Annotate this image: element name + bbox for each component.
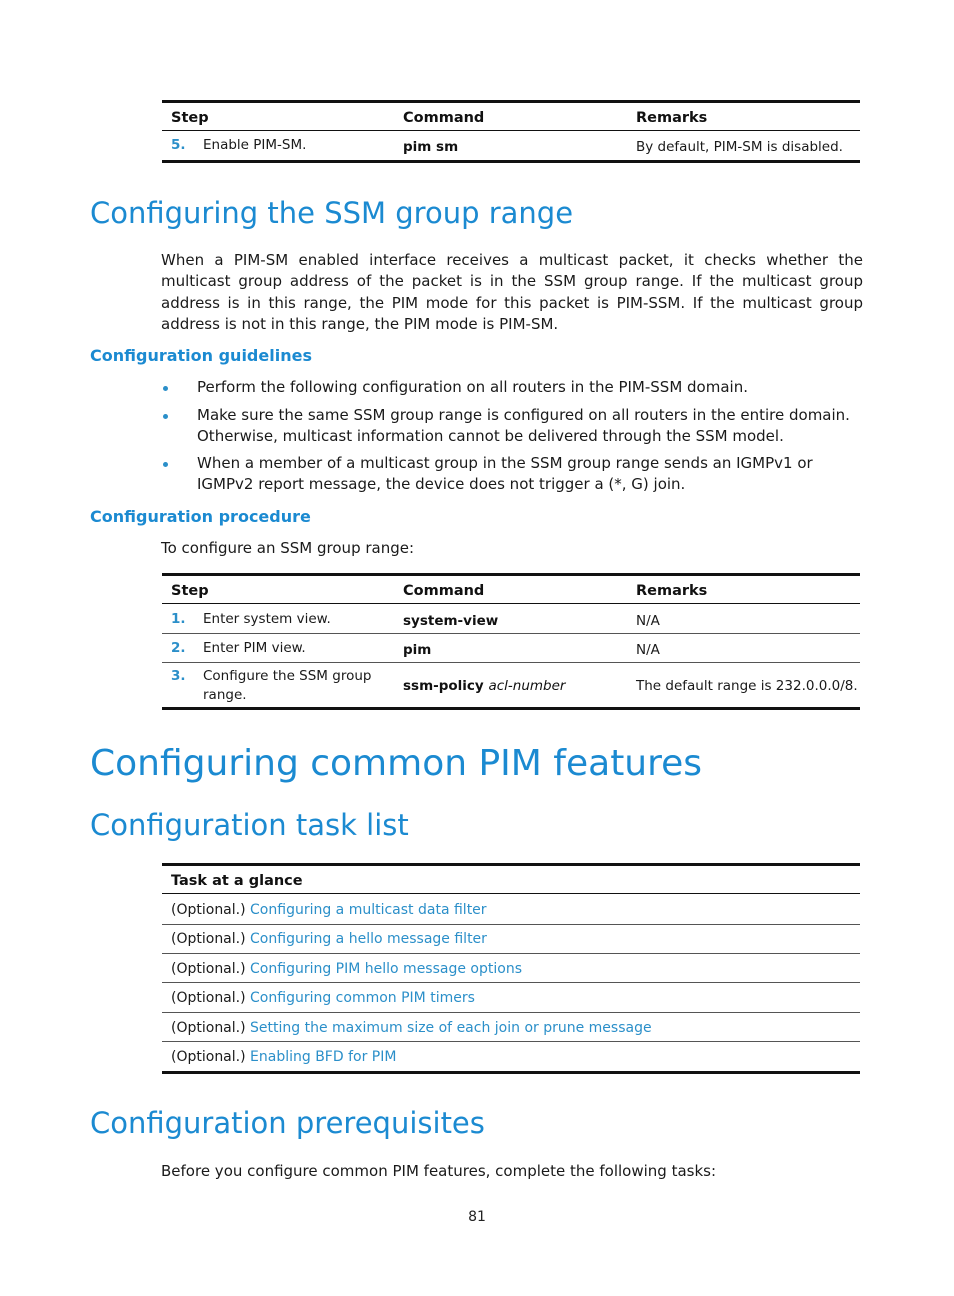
row-divider (162, 662, 860, 663)
table-bottom-rule (162, 1071, 860, 1074)
optional-label: (Optional.) (171, 961, 246, 977)
step-description: Enable PIM-SM. (203, 137, 307, 153)
subsection-title-guidelines: Configuration guidelines (90, 346, 312, 365)
bullet-icon (163, 414, 168, 419)
table-header-command: Command (403, 110, 485, 126)
task-link-bfd-for-pim[interactable]: Enabling BFD for PIM (250, 1049, 397, 1065)
table-header-task: Task at a glance (171, 873, 303, 889)
command-text: pim sm (403, 139, 459, 155)
prerequisites-intro: Before you configure common PIM features, complete the following tasks: (161, 1162, 717, 1180)
bullet-icon (163, 386, 168, 391)
table-bottom-rule (162, 160, 860, 163)
remarks-text: N/A (636, 642, 660, 658)
table-header-step: Step (171, 110, 209, 126)
ssm-intro-paragraph: When a PIM-SM enabled interface receives a multicast packet, it checks whether the multicast group address of the packet is in the SSM group range. If the multicast group address is in this range, the PIM mode for this packet is PIM-SSM. If the multicast group address is not in this range, the PIM mode is PIM-SM. (161, 251, 863, 333)
optional-label: (Optional.) (171, 931, 246, 947)
command-text (403, 678, 565, 694)
remarks-text: By default, PIM-SM is disabled. (636, 139, 843, 155)
remarks-text: The default range is 232.0.0.0/8. (636, 678, 858, 694)
bullet-icon (163, 462, 168, 467)
row-divider (162, 633, 860, 634)
task-link-multicast-data-filter[interactable]: Configuring a multicast data filter (250, 902, 487, 918)
table-row (171, 1020, 652, 1036)
table-top-rule (162, 100, 860, 103)
task-link-hello-message-options[interactable]: Configuring PIM hello message options (250, 961, 522, 977)
step-number: 2. (171, 640, 186, 656)
optional-label: (Optional.) (171, 1049, 246, 1065)
table-row (171, 1049, 396, 1065)
step-description-line-2: range. (203, 687, 247, 703)
step-description: Enter system view. (203, 611, 331, 627)
list-item-text: Perform the following configuration on all routers in the PIM-SSM domain. (197, 378, 748, 396)
table-header-remarks: Remarks (636, 110, 708, 126)
table-header-step: Step (171, 583, 209, 599)
row-divider (162, 982, 860, 983)
table-header-rule (162, 130, 860, 131)
list-item-text: When a member of a multicast group in the SSM group range sends an IGMPv1 or IGMPv2 report message, the device does not trigger a (*, G) join. (197, 454, 813, 494)
table-top-rule (162, 573, 860, 576)
table-row (171, 931, 487, 947)
task-link-common-pim-timers[interactable]: Configuring common PIM timers (250, 990, 475, 1006)
table-row (171, 990, 475, 1006)
procedure-intro: To configure an SSM group range: (161, 539, 415, 557)
step-number: 5. (171, 137, 186, 153)
table-header-rule (162, 893, 860, 894)
optional-label: (Optional.) (171, 990, 246, 1006)
row-divider (162, 924, 860, 925)
table-bottom-rule (162, 707, 860, 710)
step-description: Enter PIM view. (203, 640, 306, 656)
table-row (171, 902, 487, 918)
remarks-text: N/A (636, 613, 660, 629)
row-divider (162, 953, 860, 954)
command-argument: acl-number (488, 678, 566, 694)
step-number: 3. (171, 668, 186, 684)
step-number: 1. (171, 611, 186, 627)
optional-label: (Optional.) (171, 902, 246, 918)
section-title-ssm-group-range: Configuring the SSM group range (90, 196, 574, 230)
list-item-text: Make sure the same SSM group range is configured on all routers in the entire domain. Otherwise, multicast information cannot be delivered through the SSM model. (197, 406, 850, 446)
row-divider (162, 1041, 860, 1042)
table-top-rule (162, 863, 860, 866)
table-header-rule (162, 603, 860, 604)
table-header-remarks: Remarks (636, 583, 708, 599)
optional-label: (Optional.) (171, 1020, 246, 1036)
page-number: 81 (468, 1209, 486, 1225)
subsection-title-procedure: Configuration procedure (90, 507, 311, 526)
task-link-max-join-prune-size[interactable]: Setting the maximum size of each join or prune message (250, 1020, 652, 1036)
table-row (171, 961, 522, 977)
command-text: pim (403, 642, 432, 658)
table-header-command: Command (403, 583, 485, 599)
step-description-line-1: Configure the SSM group (203, 668, 372, 684)
row-divider (162, 1012, 860, 1013)
chapter-title-common-pim: Configuring common PIM features (90, 743, 703, 784)
section-title-task-list: Configuration task list (90, 808, 409, 842)
command-text: system-view (403, 613, 499, 629)
task-link-hello-message-filter[interactable]: Configuring a hello message filter (250, 931, 487, 947)
command-keyword: ssm-policy (403, 678, 484, 694)
section-title-prerequisites: Configuration prerequisites (90, 1106, 485, 1140)
